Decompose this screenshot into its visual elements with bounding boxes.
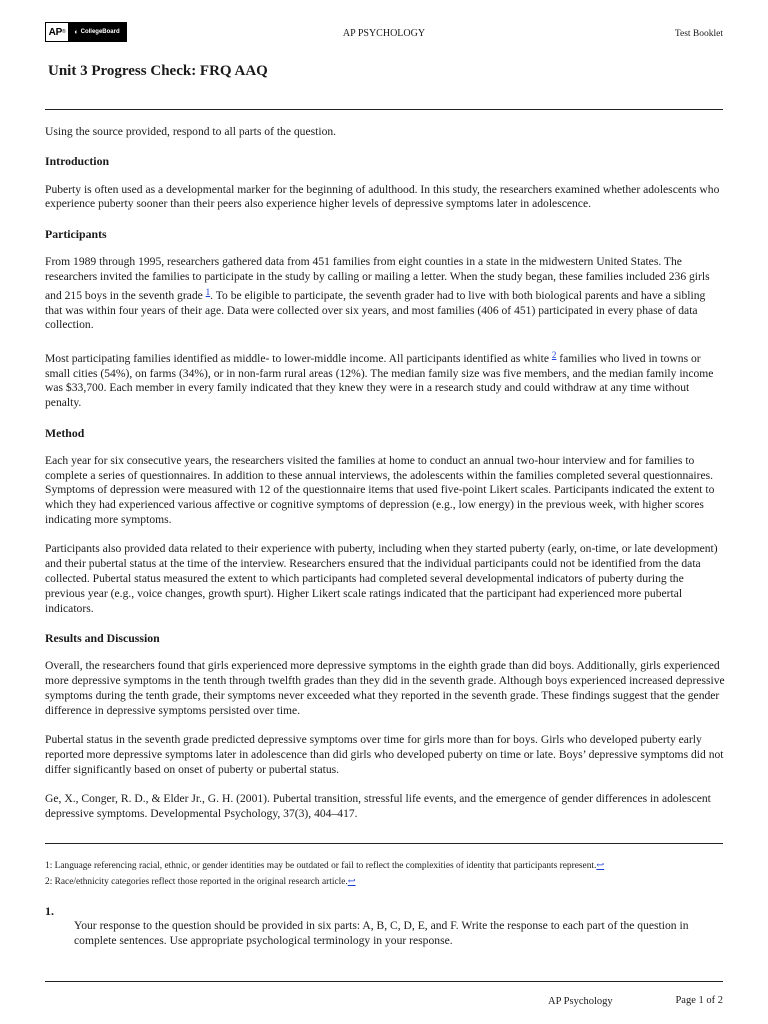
title-divider [45,109,723,110]
instructions: Using the source provided, respond to all parts of the question. [45,125,337,138]
participants-paragraph-1: From 1989 through 1995, researchers gathered data from 451 families from eight counties in a state in the midwestern United States. The researchers invited the families to participate in the study by calling or mailing a letter. When the study began, these families included 236 girls and 215 boys in the seventh grade $^1$. To be eligible to participate, the seventh grader had to live with both biological parents and have a sibling that was within four years of their age. Data were collected over six years, and most families (406 of 451) participated in every phase of data collection. [45,255,710,332]
method-paragraph-1: Each year for six consecutive years, the researchers visited the families at home to conduct an annual two-hour interview and for families to complete a series of questionnaires. In addition to these annual interviews, the adolescents within the families completed several questionnaires. Symptoms of depression were measured with 12 of the questionnaire items that used five-point Likert scales. Participants indicated the extent to which they had experienced various affective or cognitive symptoms of depression (e.g., low energy) in the previous week, with higher scores indicating more symptoms. [45,453,715,527]
footnotes [45,858,725,890]
footnote-1-backlink[interactable]: ↩ [596,861,605,871]
results-paragraph-2: Pubertal status in the seventh grade predicted depressive symptoms over time for girls more than for boys. Girls who developed puberty early reported more depressive symptoms later in adolescence than did girls who developed puberty on time or late. Boys’ depressive symptoms did not differ significantly based on onset of puberty or pubertal status. [45,733,724,776]
introduction-paragraph: Puberty is often used as a developmental marker for the beginning of adulthood. In this study, the researchers examined whether adolescents who experience puberty sooner than their peers also experience higher levels of depressive symptoms later in adolescence. [45,182,720,211]
page-number: Page 1 of 2 [675,995,723,1006]
logo-collegeboard: ◐ CollegeBoard [68,23,126,41]
footnote-2: 2: Race/ethnicity categories reflect those reported in the original research article.↩ [45,877,356,887]
participants-paragraph-2: Most participating families identified as middle- to lower-middle income. All participants identified as white $^2$ families who lived in towns or small cities (54%), on farms (34%), or in non-farm rural areas (12%). The median family size was five members, and the median family income was $33,700. Each member in every family indicated that they knew they were in a research study and could withdraw at any time without penalty. [45,349,714,410]
question-text: Your response to the question should be provided in six parts: A, B, C, D, E, and F. Write the response to each part of the question in complete sentences. Use appropriate psychological terminology in your response. [74,919,689,947]
footnote-ref-2[interactable]: 2 [551,349,557,360]
footer-subject: AP Psychology [548,996,613,1007]
heading-participants: Participants [45,226,107,241]
header-subject: AP PSYCHOLOGY [342,28,426,39]
heading-results: Results and Discussion [45,630,160,645]
heading-method: Method [45,425,85,440]
citation: Ge, X., Conger, R. D., & Elder Jr., G. H. (2001). Pubertal transition, stressful life events, and the emergence of gender differences in adolescent depressive symptoms. Developmental Psychology, 37(3), 404–417. [45,792,711,820]
question-number: 1. [45,904,54,918]
collegeboard-acorn-icon: ◐ [74,28,79,36]
footnote-2-backlink[interactable]: ↩ [347,877,356,887]
footnote-1: 1: Language referencing racial, ethnic, or gender identities may be outdated or fail to reflect the complexities of identity that participants represent.↩ [45,861,605,871]
heading-introduction: Introduction [45,154,110,169]
header-booklet-label: Test Booklet [674,29,723,39]
results-paragraph-1: Overall, the researchers found that girls experienced more depressive symptoms in the eighth grade than did boys. Additionally, girls experienced more depressive symptoms in the tenth through twelfth grades than they did in the seventh grade. Although boys experienced increased depressive symptoms during the tenth grade, their symptoms never exceeded what they reported in the seventh grade. These findings suggest that the gender difference in depressive symptoms persisted over time. [45,659,725,717]
logo-ap-mark: AP ® [46,23,68,41]
footer-divider [45,981,723,982]
source-content [45,125,725,836]
footnotes-divider [45,843,723,844]
footnote-ref-1[interactable]: 1 [205,286,211,297]
page-title: Unit 3 Progress Check: FRQ AAQ [48,63,268,79]
method-paragraph-2: Participants also provided data related to their experience with puberty, including when they started puberty (early, on-time, or late development) and their pubertal status at the time of the interview. Researchers ensured that the individual participants could not be identified from the data collected. Pubertal status measured the extent to which participants had completed several developmental indicators of puberty during the previous year (e.g., voice changes, growth spurt). Higher Likert scale ratings indicated that the participant had experienced more pubertal indicators. [45,542,718,615]
page-header [45,21,723,43]
